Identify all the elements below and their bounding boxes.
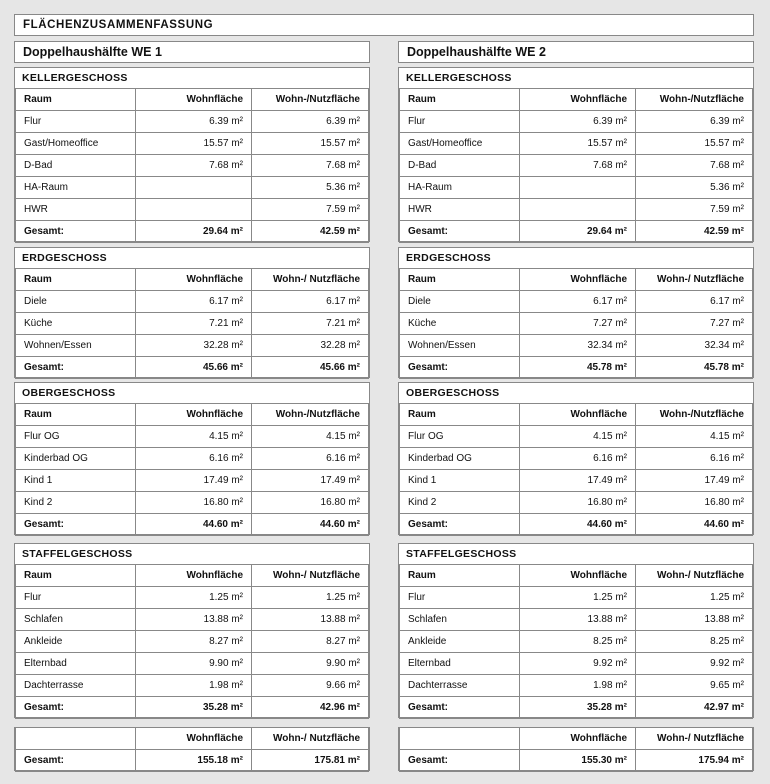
- summary-header-row: [16, 728, 369, 750]
- floor-title: STAFFELGESCHOSS: [22, 548, 133, 560]
- table-cell: 13.88 m²: [252, 609, 369, 631]
- table-cell: HWR: [400, 199, 520, 221]
- table-cell: 16.80 m²: [136, 492, 252, 514]
- table-row: [400, 313, 753, 335]
- table-row: [16, 335, 369, 357]
- table-cell: 16.80 m²: [520, 492, 636, 514]
- table-cell: Flur OG: [400, 426, 520, 448]
- floor-section: [398, 67, 754, 242]
- table-row: [16, 313, 369, 335]
- table-row: [16, 609, 369, 631]
- table-row: [16, 291, 369, 313]
- table-header-row: [16, 89, 369, 111]
- table-cell: 17.49 m²: [636, 470, 753, 492]
- table-cell: 44.60 m²: [252, 514, 369, 536]
- table-row: [16, 199, 369, 221]
- table-cell: 9.90 m²: [136, 653, 252, 675]
- table-cell: Wohnfläche: [520, 89, 636, 111]
- floor-title: ERDGESCHOSS: [22, 252, 107, 264]
- table-row: [16, 653, 369, 675]
- table-cell: 1.98 m²: [520, 675, 636, 697]
- table-cell: Flur: [400, 111, 520, 133]
- table-cell: 175.94 m²: [636, 750, 753, 772]
- table-cell: Wohn-/Nutzfläche: [636, 89, 753, 111]
- table-cell: 6.39 m²: [136, 111, 252, 133]
- floor-section: [14, 247, 370, 378]
- table-cell: [400, 728, 520, 750]
- table-cell: 32.34 m²: [520, 335, 636, 357]
- table-cell: 45.66 m²: [252, 357, 369, 379]
- table-cell: Raum: [400, 565, 520, 587]
- table-cell: 7.68 m²: [520, 155, 636, 177]
- table-cell: [520, 177, 636, 199]
- document-title-bar: [14, 14, 754, 36]
- total-row: [16, 221, 369, 243]
- summary-section: [14, 727, 370, 771]
- table-cell: 8.27 m²: [252, 631, 369, 653]
- total-row: [400, 514, 753, 536]
- table-row: [400, 199, 753, 221]
- table-cell: Flur OG: [16, 426, 136, 448]
- table-cell: 4.15 m²: [252, 426, 369, 448]
- table-row: [16, 448, 369, 470]
- floor-header: [15, 68, 369, 88]
- table-cell: 1.98 m²: [136, 675, 252, 697]
- floor-table: [399, 88, 753, 243]
- table-cell: 32.28 m²: [252, 335, 369, 357]
- summary-table: [15, 727, 369, 772]
- table-cell: Flur: [16, 111, 136, 133]
- table-cell: Dachterrasse: [400, 675, 520, 697]
- table-cell: Wohn-/ Nutzfläche: [636, 565, 753, 587]
- table-row: [16, 177, 369, 199]
- floor-title: OBERGESCHOSS: [406, 387, 500, 399]
- table-cell: 7.21 m²: [252, 313, 369, 335]
- table-cell: Wohn-/ Nutzfläche: [252, 728, 369, 750]
- floor-section: [14, 382, 370, 535]
- table-cell: Gast/Homeoffice: [400, 133, 520, 155]
- table-cell: 9.66 m²: [252, 675, 369, 697]
- table-cell: 32.28 m²: [136, 335, 252, 357]
- table-cell: 6.39 m²: [520, 111, 636, 133]
- table-cell: 175.81 m²: [252, 750, 369, 772]
- table-cell: Wohnfläche: [136, 269, 252, 291]
- table-cell: Gesamt:: [16, 697, 136, 719]
- table-cell: 7.59 m²: [636, 199, 753, 221]
- table-row: [16, 631, 369, 653]
- table-cell: Gast/Homeoffice: [16, 133, 136, 155]
- table-header-row: [400, 404, 753, 426]
- table-cell: Wohnfläche: [520, 269, 636, 291]
- table-cell: 13.88 m²: [636, 609, 753, 631]
- table-cell: Wohn-/Nutzfläche: [252, 404, 369, 426]
- table-row: [400, 470, 753, 492]
- table-cell: Diele: [16, 291, 136, 313]
- table-cell: 5.36 m²: [252, 177, 369, 199]
- table-cell: 7.68 m²: [252, 155, 369, 177]
- table-cell: Ankleide: [400, 631, 520, 653]
- floor-section: [14, 543, 370, 718]
- table-cell: Kind 2: [16, 492, 136, 514]
- table-row: [400, 111, 753, 133]
- table-cell: 45.78 m²: [636, 357, 753, 379]
- table-row: [400, 631, 753, 653]
- table-cell: 42.97 m²: [636, 697, 753, 719]
- table-cell: 13.88 m²: [520, 609, 636, 631]
- table-cell: Kind 2: [400, 492, 520, 514]
- table-cell: 7.59 m²: [252, 199, 369, 221]
- table-cell: 6.39 m²: [636, 111, 753, 133]
- table-cell: Wohn-/ Nutzfläche: [636, 728, 753, 750]
- floor-header: [15, 248, 369, 268]
- table-cell: Wohn-/ Nutzfläche: [252, 565, 369, 587]
- table-cell: Wohnfläche: [136, 404, 252, 426]
- table-cell: Wohnfläche: [520, 565, 636, 587]
- table-cell: 35.28 m²: [136, 697, 252, 719]
- table-cell: 15.57 m²: [520, 133, 636, 155]
- table-cell: 6.16 m²: [636, 448, 753, 470]
- table-cell: 6.16 m²: [136, 448, 252, 470]
- table-header-row: [400, 269, 753, 291]
- table-cell: HA-Raum: [16, 177, 136, 199]
- floor-header: [15, 383, 369, 403]
- table-cell: 7.27 m²: [520, 313, 636, 335]
- table-cell: Wohnen/Essen: [400, 335, 520, 357]
- table-cell: 6.17 m²: [520, 291, 636, 313]
- table-cell: 155.18 m²: [136, 750, 252, 772]
- total-row: [400, 221, 753, 243]
- table-cell: 9.92 m²: [520, 653, 636, 675]
- table-cell: Flur: [16, 587, 136, 609]
- table-cell: Wohnfläche: [136, 89, 252, 111]
- table-row: [16, 470, 369, 492]
- table-cell: 29.64 m²: [136, 221, 252, 243]
- table-row: [400, 448, 753, 470]
- table-cell: 6.17 m²: [252, 291, 369, 313]
- table-cell: 8.25 m²: [636, 631, 753, 653]
- table-row: [400, 177, 753, 199]
- table-cell: 7.68 m²: [136, 155, 252, 177]
- table-cell: Kind 1: [400, 470, 520, 492]
- floor-table: [15, 268, 369, 379]
- table-cell: 42.96 m²: [252, 697, 369, 719]
- table-cell: Raum: [16, 404, 136, 426]
- table-cell: 29.64 m²: [520, 221, 636, 243]
- unit-header: [14, 41, 370, 63]
- table-cell: 44.60 m²: [136, 514, 252, 536]
- floor-header: [399, 383, 753, 403]
- table-cell: 44.60 m²: [520, 514, 636, 536]
- table-row: [400, 426, 753, 448]
- table-header-row: [16, 269, 369, 291]
- table-cell: 9.65 m²: [636, 675, 753, 697]
- table-cell: Wohn-/Nutzfläche: [636, 404, 753, 426]
- table-cell: 7.27 m²: [636, 313, 753, 335]
- table-cell: Wohn-/ Nutzfläche: [252, 269, 369, 291]
- total-row: [16, 697, 369, 719]
- table-cell: Dachterrasse: [16, 675, 136, 697]
- table-header-row: [16, 404, 369, 426]
- table-row: [16, 675, 369, 697]
- table-cell: Gesamt:: [400, 514, 520, 536]
- table-cell: 8.25 m²: [520, 631, 636, 653]
- floor-section: [398, 382, 754, 535]
- table-cell: 6.16 m²: [252, 448, 369, 470]
- table-cell: Wohnfläche: [136, 728, 252, 750]
- table-cell: Elternbad: [400, 653, 520, 675]
- table-header-row: [400, 565, 753, 587]
- table-cell: Raum: [400, 89, 520, 111]
- table-cell: 6.17 m²: [636, 291, 753, 313]
- floor-header: [399, 544, 753, 564]
- floor-section: [398, 247, 754, 378]
- table-cell: Küche: [16, 313, 136, 335]
- table-cell: Wohnfläche: [136, 565, 252, 587]
- table-cell: Schlafen: [400, 609, 520, 631]
- table-cell: 17.49 m²: [252, 470, 369, 492]
- table-row: [400, 675, 753, 697]
- table-row: [400, 155, 753, 177]
- table-header-row: [16, 565, 369, 587]
- table-cell: Raum: [16, 565, 136, 587]
- table-cell: [136, 199, 252, 221]
- floor-title: KELLERGESCHOSS: [406, 72, 512, 84]
- table-cell: Flur: [400, 587, 520, 609]
- floor-title: STAFFELGESCHOSS: [406, 548, 517, 560]
- table-cell: 42.59 m²: [252, 221, 369, 243]
- table-cell: 6.39 m²: [252, 111, 369, 133]
- document-title: FLÄCHENZUSAMMENFASSUNG: [23, 19, 214, 31]
- table-row: [16, 587, 369, 609]
- table-cell: 35.28 m²: [520, 697, 636, 719]
- floor-title: ERDGESCHOSS: [406, 252, 491, 264]
- table-cell: Gesamt:: [400, 221, 520, 243]
- table-cell: Ankleide: [16, 631, 136, 653]
- total-row: [16, 357, 369, 379]
- floor-table: [15, 564, 369, 719]
- table-cell: Gesamt:: [400, 750, 520, 772]
- table-cell: [16, 728, 136, 750]
- table-cell: 4.15 m²: [636, 426, 753, 448]
- total-row: [400, 697, 753, 719]
- table-cell: Wohn-/Nutzfläche: [252, 89, 369, 111]
- table-cell: 16.80 m²: [636, 492, 753, 514]
- table-row: [400, 653, 753, 675]
- table-row: [400, 609, 753, 631]
- summary-header-row: [400, 728, 753, 750]
- table-cell: HWR: [16, 199, 136, 221]
- floor-table: [399, 564, 753, 719]
- table-cell: 4.15 m²: [136, 426, 252, 448]
- table-cell: HA-Raum: [400, 177, 520, 199]
- table-row: [16, 133, 369, 155]
- table-cell: [520, 199, 636, 221]
- table-cell: Elternbad: [16, 653, 136, 675]
- table-cell: 9.90 m²: [252, 653, 369, 675]
- table-row: [400, 133, 753, 155]
- table-row: [16, 492, 369, 514]
- table-cell: 9.92 m²: [636, 653, 753, 675]
- table-cell: Kinderbad OG: [400, 448, 520, 470]
- table-cell: 15.57 m²: [136, 133, 252, 155]
- table-cell: 16.80 m²: [252, 492, 369, 514]
- table-cell: Kind 1: [16, 470, 136, 492]
- table-cell: D-Bad: [16, 155, 136, 177]
- table-cell: 7.21 m²: [136, 313, 252, 335]
- table-cell: 8.27 m²: [136, 631, 252, 653]
- table-cell: 1.25 m²: [136, 587, 252, 609]
- table-cell: Gesamt:: [16, 750, 136, 772]
- total-row: [400, 357, 753, 379]
- floor-table: [15, 403, 369, 536]
- table-row: [400, 492, 753, 514]
- summary-total-row: [400, 750, 753, 772]
- table-row: [16, 426, 369, 448]
- table-cell: Raum: [400, 404, 520, 426]
- table-cell: D-Bad: [400, 155, 520, 177]
- table-cell: Raum: [16, 269, 136, 291]
- floor-table: [399, 403, 753, 536]
- summary-total-row: [16, 750, 369, 772]
- table-row: [400, 335, 753, 357]
- table-cell: 7.68 m²: [636, 155, 753, 177]
- summary-table: [399, 727, 753, 772]
- table-cell: 1.25 m²: [636, 587, 753, 609]
- table-cell: Gesamt:: [16, 221, 136, 243]
- table-cell: Wohn-/ Nutzfläche: [636, 269, 753, 291]
- table-cell: Gesamt:: [400, 357, 520, 379]
- table-cell: Raum: [16, 89, 136, 111]
- table-cell: 42.59 m²: [636, 221, 753, 243]
- table-cell: Gesamt:: [400, 697, 520, 719]
- table-cell: [136, 177, 252, 199]
- table-cell: Wohnfläche: [520, 404, 636, 426]
- floor-header: [399, 248, 753, 268]
- table-cell: 6.17 m²: [136, 291, 252, 313]
- table-cell: 13.88 m²: [136, 609, 252, 631]
- table-cell: Küche: [400, 313, 520, 335]
- table-cell: 4.15 m²: [520, 426, 636, 448]
- table-cell: 15.57 m²: [252, 133, 369, 155]
- table-row: [16, 155, 369, 177]
- table-cell: 15.57 m²: [636, 133, 753, 155]
- floor-title: KELLERGESCHOSS: [22, 72, 128, 84]
- table-cell: 5.36 m²: [636, 177, 753, 199]
- table-cell: 155.30 m²: [520, 750, 636, 772]
- table-row: [400, 291, 753, 313]
- table-cell: 6.16 m²: [520, 448, 636, 470]
- table-row: [400, 587, 753, 609]
- table-cell: 17.49 m²: [136, 470, 252, 492]
- table-cell: 1.25 m²: [252, 587, 369, 609]
- table-cell: Raum: [400, 269, 520, 291]
- table-cell: 44.60 m²: [636, 514, 753, 536]
- floor-table: [399, 268, 753, 379]
- floor-title: OBERGESCHOSS: [22, 387, 116, 399]
- summary-section: [398, 727, 754, 771]
- table-cell: Diele: [400, 291, 520, 313]
- floor-section: [398, 543, 754, 718]
- table-cell: Kinderbad OG: [16, 448, 136, 470]
- total-row: [16, 514, 369, 536]
- table-cell: Wohnfläche: [520, 728, 636, 750]
- floor-section: [14, 67, 370, 242]
- unit-title: Doppelhaushälfte WE 2: [407, 45, 546, 59]
- table-cell: 45.66 m²: [136, 357, 252, 379]
- unit-header: [398, 41, 754, 63]
- floor-header: [399, 68, 753, 88]
- floor-header: [15, 544, 369, 564]
- table-cell: Gesamt:: [16, 514, 136, 536]
- floor-table: [15, 88, 369, 243]
- table-header-row: [400, 89, 753, 111]
- table-cell: Schlafen: [16, 609, 136, 631]
- table-cell: Wohnen/Essen: [16, 335, 136, 357]
- table-cell: 45.78 m²: [520, 357, 636, 379]
- table-row: [16, 111, 369, 133]
- unit-title: Doppelhaushälfte WE 1: [23, 45, 162, 59]
- table-cell: 32.34 m²: [636, 335, 753, 357]
- table-cell: 1.25 m²: [520, 587, 636, 609]
- table-cell: 17.49 m²: [520, 470, 636, 492]
- table-cell: Gesamt:: [16, 357, 136, 379]
